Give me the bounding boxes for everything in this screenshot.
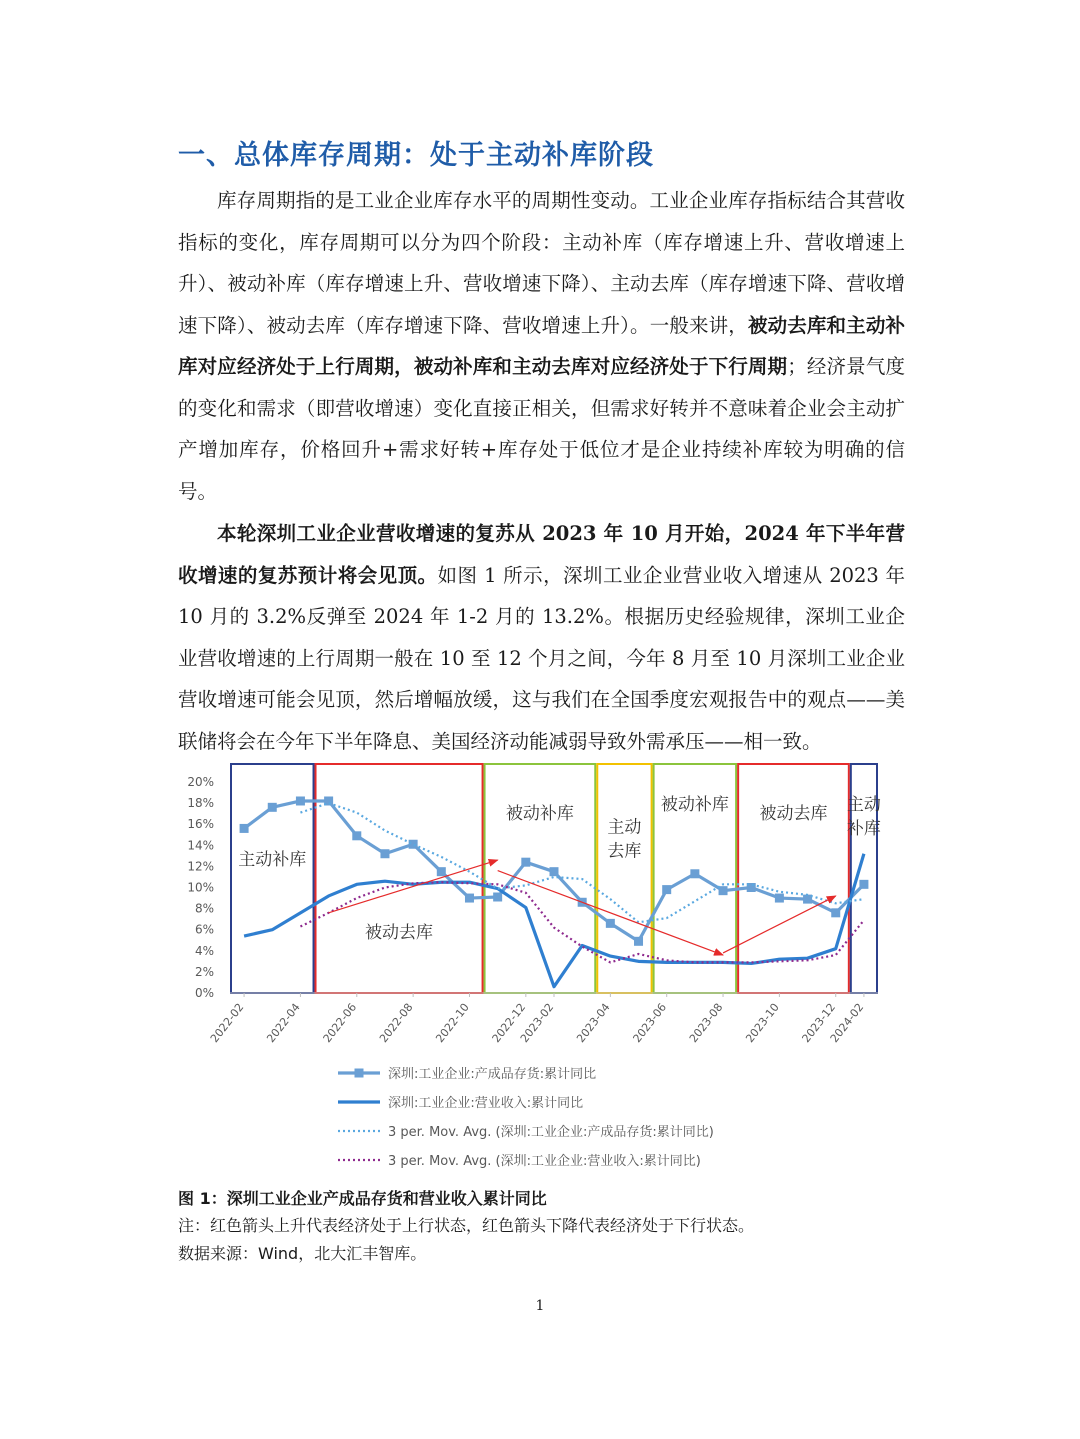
series-marker [465, 894, 474, 903]
paragraph1-bold: 被动去库和主动补库对应经济处于上行周期，被动补库和主动去库对应经济处于下行周期 [178, 313, 905, 378]
page-number: 1 [535, 1298, 545, 1314]
phase-box [485, 764, 596, 993]
series-marker [268, 803, 277, 812]
y-axis [187, 775, 214, 1000]
series-marker [437, 867, 446, 876]
y-tick-label: 4% [194, 943, 214, 958]
series-marker [662, 885, 671, 894]
legend-label: 3 per. Mov. Avg. (深圳:工业企业:营业收入:累计同比) [388, 1154, 701, 1169]
series-marker [775, 894, 784, 903]
x-tick-label: 2022-08 [376, 1000, 416, 1046]
y-tick-label: 14% [187, 838, 214, 853]
x-tick-label: 2023-02 [517, 1000, 557, 1046]
phase-label: 被动去库 [365, 923, 434, 944]
y-tick-label: 8% [194, 901, 214, 916]
paragraph2-bold: 本轮深圳工业企业营收增速的复苏从 2023 年 10 月开始，2024 年下半年营收增速的复苏预计将会见顶。 [178, 522, 905, 587]
x-axis [208, 993, 878, 1045]
x-tick-label: 2022-02 [207, 1000, 247, 1046]
paragraph1-tail: ；经济景气度的变化和需求（即营收增速）变化直接正相关，但需求好转并不意味着企业会主动扩产增加库存，价格回升+需求好转+库存处于低位才是企业持续补库较为明确的信号。 [178, 355, 905, 503]
y-tick-label: 16% [187, 817, 214, 832]
series-marker [859, 880, 868, 889]
series-marker [606, 919, 615, 928]
legend-marker [355, 1069, 364, 1078]
phase-label: 主动补库 [238, 849, 307, 870]
legend-label: 深圳:工业企业:营业收入:累计同比 [388, 1096, 584, 1111]
series-marker [521, 858, 530, 867]
x-tick-label: 2023-10 [743, 1000, 782, 1046]
paragraph2-text: 如图 1 所示，深圳工业企业营业收入增速从 2023 年 10 月的 3.2%反弹至 2024 年 1-2 月的 13.2%。根据历史经验规律，深圳工业企业营收增速的上行周期一般在 10 至 12 个月之间，今年 8 月至 10 月深圳工业企业营收增速可能会见顶，然后增幅放缓，这与我们在全国季度宏观报告中的观点——美联储将会在今年下半年降息、美国经济动能减弱导致外需承压——相一致。 [178, 563, 905, 753]
x-tick-label: 2023-06 [630, 1000, 670, 1046]
x-tick-label: 2023-08 [686, 1000, 726, 1046]
y-tick-label: 18% [187, 796, 214, 811]
figure-caption-source: 数据来源：Wind，北大汇丰智库。 [178, 1244, 427, 1263]
series-marker [719, 886, 728, 895]
x-tick-label: 2023-12 [799, 1000, 839, 1046]
legend-label: 3 per. Mov. Avg. (深圳:工业企业:产成品存货:累计同比) [388, 1125, 714, 1140]
series-marker [409, 840, 418, 849]
y-tick-label: 0% [194, 986, 214, 1000]
phase-label: 被动补库 [660, 794, 729, 815]
trend-arrow-up [723, 896, 836, 953]
y-tick-label: 10% [187, 880, 214, 895]
phase-label: 被动去库 [759, 803, 828, 824]
series-marker [493, 892, 502, 901]
x-tick-label: 2024-02 [827, 1000, 867, 1046]
trend-arrow-down [498, 871, 723, 955]
series-marker [352, 831, 361, 840]
series-marker [550, 867, 559, 876]
phase-label: 去库 [607, 841, 642, 862]
phase-label: 被动补库 [505, 803, 574, 824]
y-tick-label: 2% [194, 964, 214, 979]
paragraph-revenue-recovery [178, 513, 905, 762]
legend-label: 深圳:工业企业:产成品存货:累计同比 [388, 1067, 597, 1082]
x-tick-label: 2022-10 [433, 1000, 472, 1046]
series-marker [831, 908, 840, 917]
inventory-revenue-chart [180, 760, 900, 1180]
x-tick-label: 2022-06 [320, 1000, 360, 1046]
series-marker [240, 824, 249, 833]
paragraph1-text: 库存周期指的是工业企业库存水平的周期性变动。工业企业库存指标结合其营收指标的变化，库存周期可以分为四个阶段：主动补库（库存增速上升、营收增速上升）、被动补库（库存增速上升、营收增速下降）、主动去库（库存增速下降、营收增速下降）、被动去库（库存增速下降、营收增速上升）。一般来讲， [178, 189, 905, 337]
phase-label: 主动 [846, 794, 881, 815]
phase-label: 主动 [607, 817, 642, 838]
phase-box [316, 764, 483, 993]
x-tick-label: 2023-04 [574, 1000, 613, 1046]
paragraph-inventory-cycle [178, 180, 905, 512]
series-marker [380, 849, 389, 858]
x-tick-label: 2022-04 [264, 1000, 303, 1046]
section-heading: 一、总体库存周期：处于主动补库阶段 [178, 140, 654, 171]
figure-caption-title: 图 1：深圳工业企业产成品存货和营业收入累计同比 [178, 1189, 547, 1208]
series-marker [296, 796, 305, 805]
y-tick-label: 12% [187, 859, 214, 874]
chart-legend [338, 1066, 714, 1169]
series-marker [690, 869, 699, 878]
phase-label: 补库 [846, 818, 881, 839]
y-tick-label: 20% [187, 775, 214, 789]
x-tick-label: 2022-12 [489, 1000, 529, 1046]
figure-caption-note: 注：红色箭头上升代表经济处于上行状态，红色箭头下降代表经济处于下行状态。 [178, 1216, 755, 1235]
series-marker [634, 937, 643, 946]
y-tick-label: 6% [194, 922, 214, 937]
